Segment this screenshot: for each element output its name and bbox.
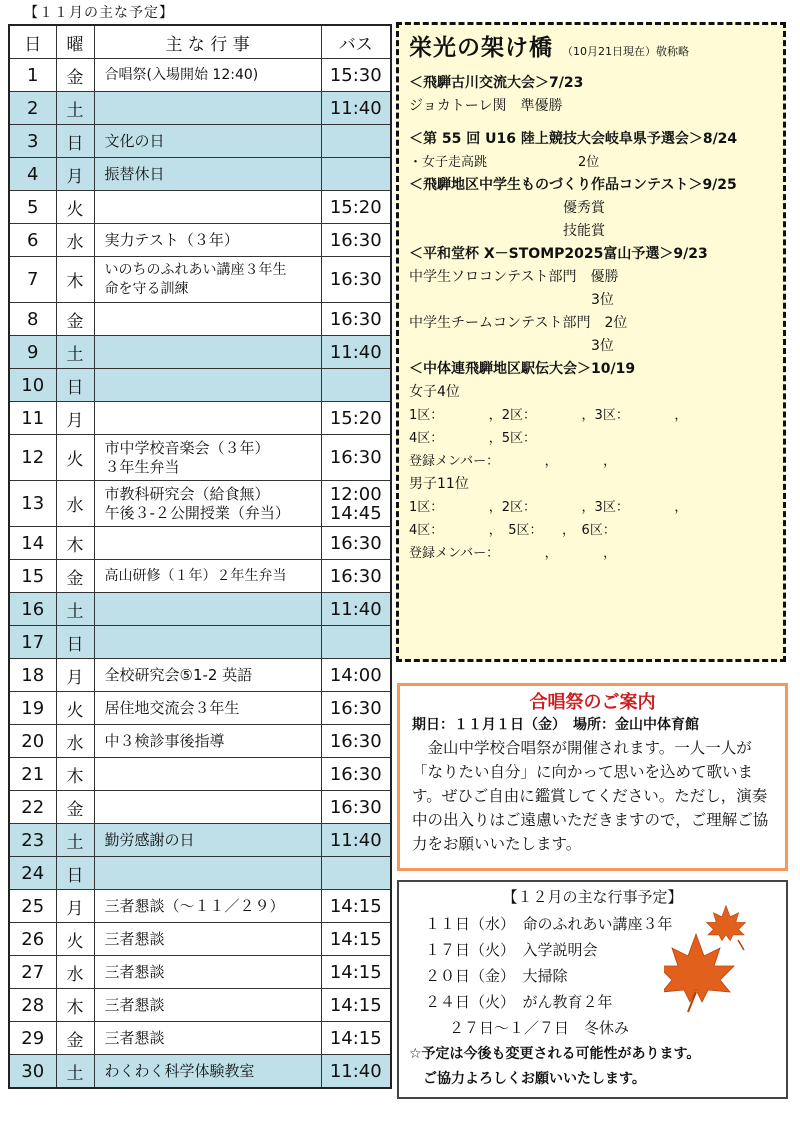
day-cell: 28: [9, 989, 56, 1022]
weekday-cell: 月: [56, 402, 94, 435]
day-cell: 17: [9, 626, 56, 659]
weekday-cell: 金: [56, 303, 94, 336]
december-note: ☆予定は今後も変更される可能性があります。: [409, 1046, 701, 1062]
event-cell: [94, 369, 321, 402]
weekday-cell: 木: [56, 758, 94, 791]
event-cell: [94, 435, 321, 481]
bus-time: 16:30: [329, 565, 382, 587]
bus-cell: [321, 560, 391, 593]
weekday-cell: 木: [56, 989, 94, 1022]
table-row: [9, 692, 391, 725]
weekday-cell: 火: [56, 923, 94, 956]
weekday-cell: 土: [56, 336, 94, 369]
table-row: [9, 593, 391, 626]
weekday-cell: 金: [56, 560, 94, 593]
event-line: 文化の日: [104, 131, 165, 150]
event-line: ３年生弁当: [104, 457, 180, 476]
bus-time: 16:30: [329, 447, 382, 468]
bus-time: 14:15: [329, 994, 382, 1016]
event-cell: [94, 593, 321, 626]
weekday-cell: 日: [56, 857, 94, 890]
weekday-cell: 金: [56, 791, 94, 824]
schedule-heading: 【１１月の主な予定】: [24, 5, 174, 21]
event-cell: [94, 191, 321, 224]
event-line: 振替休日: [104, 164, 165, 183]
achievements-title: [409, 29, 773, 62]
november-schedule-table: [8, 24, 392, 1089]
day-cell: 29: [9, 1022, 56, 1055]
event-line: 三者懇談: [104, 962, 165, 981]
event-cell: [94, 1055, 321, 1089]
weekday-cell: 水: [56, 224, 94, 257]
weekday-cell: 水: [56, 481, 94, 527]
table-row: [9, 857, 391, 890]
bus-time: 16:30: [329, 269, 382, 290]
bus-time: 16:30: [329, 697, 382, 719]
day-cell: 14: [9, 527, 56, 560]
achievement-line: ＜第 55 回 U16 陸上競技大会岐阜県予選会＞8/24: [409, 131, 738, 147]
bus-time: 15:20: [329, 407, 382, 429]
event-cell: [94, 626, 321, 659]
bus-cell: [321, 402, 391, 435]
bus-cell: [321, 481, 391, 527]
weekday-cell: 土: [56, 824, 94, 857]
bus-cell: [321, 191, 391, 224]
day-cell: 15: [9, 560, 56, 593]
weekday-cell: 日: [56, 125, 94, 158]
day-cell: 7: [9, 257, 56, 303]
bus-time: 11:40: [329, 598, 382, 620]
weekday-cell: 土: [56, 92, 94, 125]
weekday-cell: 月: [56, 659, 94, 692]
chorus-festival-box: [397, 683, 788, 871]
achievement-line: 3位: [409, 338, 614, 354]
bus-time: 14:15: [329, 928, 382, 950]
bus-time: 16:30: [329, 308, 382, 330]
bus-time: 11:40: [329, 1060, 382, 1082]
table-row: [9, 59, 391, 92]
maple-leaf-icon: [664, 904, 774, 1014]
day-cell: 1: [9, 59, 56, 92]
bus-cell: [321, 303, 391, 336]
event-line: 居住地交流会３年生: [104, 698, 240, 717]
event-line: 実力テスト（３年）: [104, 230, 239, 249]
bus-cell: [321, 1022, 391, 1055]
achievement-line: [409, 62, 773, 72]
event-cell: [94, 257, 321, 303]
day-cell: 25: [9, 890, 56, 923]
weekday-cell: 木: [56, 527, 94, 560]
achievement-line: 登録メンバー： ， ，: [409, 454, 617, 469]
bus-cell: [321, 890, 391, 923]
day-cell: 3: [9, 125, 56, 158]
day-cell: 13: [9, 481, 56, 527]
bus-cell: [321, 1055, 391, 1089]
day-cell: 10: [9, 369, 56, 402]
bus-time: 11:40: [329, 829, 382, 851]
header-events: 主 な 行 事: [94, 25, 321, 59]
bus-time: 14:45: [329, 502, 382, 524]
achievement-line: 中学生チームコンテスト部門 2位: [409, 315, 628, 331]
achievement-line: 技能賞: [409, 223, 605, 239]
achievement-line: ・女子走高跳 2位: [409, 155, 600, 170]
chorus-festival-when: 期日：１１月１日（金） 場所：金山中体育館: [412, 717, 699, 733]
header-day: 日: [9, 25, 56, 59]
bus-cell: [321, 125, 391, 158]
bus-time: 16:30: [329, 763, 382, 785]
table-row: [9, 758, 391, 791]
december-title: 【１２月の主な行事予定】: [502, 888, 683, 906]
bus-time: 15:20: [329, 196, 382, 218]
bus-cell: [321, 626, 391, 659]
table-row: [9, 824, 391, 857]
event-line: いのちのふれあい講座３年生: [104, 261, 287, 278]
bus-time: 14:15: [329, 1027, 382, 1049]
event-line: 三者懇談: [104, 1028, 165, 1047]
event-line: 合唱祭(入場開始 12:40): [104, 66, 259, 83]
day-cell: 19: [9, 692, 56, 725]
table-row: [9, 402, 391, 435]
event-cell: [94, 1022, 321, 1055]
weekday-cell: 水: [56, 956, 94, 989]
table-row: [9, 257, 391, 303]
weekday-cell: 木: [56, 257, 94, 303]
bus-time: 11:40: [329, 97, 382, 119]
table-row: [9, 956, 391, 989]
event-line: 三者懇談: [104, 929, 165, 948]
weekday-cell: 火: [56, 692, 94, 725]
achievement-line: 1区： ，2区： ，3区： ，: [409, 500, 688, 515]
bus-cell: [321, 59, 391, 92]
day-cell: 11: [9, 402, 56, 435]
december-item: ２７日～１／７日 冬休み: [449, 1019, 630, 1037]
weekday-cell: 月: [56, 890, 94, 923]
event-cell: [94, 989, 321, 1022]
achievement-line: 4区： ， 5区： ， 6区：: [409, 523, 616, 538]
event-cell: [94, 402, 321, 435]
table-row: [9, 560, 391, 593]
day-cell: 8: [9, 303, 56, 336]
achievement-line: ＜飛騨地区中学生ものづくり作品コンテスト＞9/25: [409, 177, 737, 193]
bus-cell: [321, 956, 391, 989]
day-cell: 2: [9, 92, 56, 125]
achievements-note: （10月21日現在）敬称略: [562, 45, 690, 58]
event-cell: [94, 890, 321, 923]
weekday-cell: 金: [56, 59, 94, 92]
achievement-line: 中学生ソロコンテスト部門 優勝: [409, 269, 619, 285]
december-item: １７日（火） 入学説明会: [425, 941, 598, 959]
december-note-2: ご協力よろしくお願いいたします。: [423, 1071, 646, 1087]
table-row: [9, 725, 391, 758]
achievements-panel: [396, 22, 786, 662]
day-cell: 24: [9, 857, 56, 890]
december-item: ２４日（火） がん教育２年: [425, 993, 613, 1011]
event-cell: [94, 659, 321, 692]
table-row: [9, 989, 391, 1022]
table-row: [9, 125, 391, 158]
achievement-line: 4区： ，5区：: [409, 431, 537, 446]
weekday-cell: 土: [56, 1055, 94, 1089]
achievement-line: 3位: [409, 292, 614, 308]
weekday-cell: 火: [56, 435, 94, 481]
achievement-line: ＜中体連飛騨地区駅伝大会＞10/19: [409, 361, 636, 377]
table-row: [9, 369, 391, 402]
header-weekday: 曜: [56, 25, 94, 59]
bus-cell: [321, 989, 391, 1022]
weekday-cell: 月: [56, 158, 94, 191]
table-row: [9, 191, 391, 224]
table-header-row: [9, 25, 391, 59]
achievements-title-text: 栄光の架け橋: [409, 35, 553, 61]
bus-cell: [321, 435, 391, 481]
december-events-box: [397, 880, 788, 1099]
table-row: [9, 435, 391, 481]
day-cell: 12: [9, 435, 56, 481]
bus-cell: [321, 92, 391, 125]
bus-cell: [321, 158, 391, 191]
chorus-festival-title: 合唱祭のご案内: [529, 692, 656, 713]
table-row: [9, 224, 391, 257]
bus-time: 16:30: [329, 730, 382, 752]
table-row: [9, 659, 391, 692]
event-cell: [94, 92, 321, 125]
event-cell: [94, 692, 321, 725]
day-cell: 21: [9, 758, 56, 791]
achievement-line: 男子11位: [409, 476, 469, 492]
bus-cell: [321, 725, 391, 758]
bus-cell: [321, 791, 391, 824]
table-row: [9, 890, 391, 923]
day-cell: 20: [9, 725, 56, 758]
achievement-line: ＜飛騨古川交流大会＞7/23: [409, 75, 584, 91]
weekday-cell: 火: [56, 191, 94, 224]
event-line: 市中学校音楽会（３年）: [104, 438, 270, 457]
event-cell: [94, 758, 321, 791]
event-cell: [94, 527, 321, 560]
event-line: 三者懇談（～１１／２９）: [104, 896, 285, 915]
table-row: [9, 527, 391, 560]
event-cell: [94, 224, 321, 257]
bus-time: 16:30: [329, 532, 382, 554]
event-line: 中３検診事後指導: [104, 731, 225, 750]
table-row: [9, 791, 391, 824]
december-item: １１日（水） 命のふれあい講座３年: [425, 915, 673, 933]
achievement-line: ＜平和堂杯 X－STOMP2025富山予選＞9/23: [409, 246, 708, 262]
day-cell: 22: [9, 791, 56, 824]
event-line: 高山研修（１年）２年生弁当: [104, 567, 287, 584]
december-item: ２０日（金） 大掃除: [425, 967, 568, 985]
day-cell: 9: [9, 336, 56, 369]
event-line: 午後３-２公開授業（弁当）: [104, 503, 290, 522]
weekday-cell: 日: [56, 626, 94, 659]
event-cell: [94, 791, 321, 824]
achievement-line: 1区： ，2区： ，3区： ，: [409, 408, 688, 423]
bus-cell: [321, 336, 391, 369]
event-line: 三者懇談: [104, 995, 165, 1014]
achievement-line: 女子4位: [409, 384, 460, 400]
event-cell: [94, 725, 321, 758]
day-cell: 18: [9, 659, 56, 692]
bus-cell: [321, 369, 391, 402]
table-row: [9, 1055, 391, 1089]
achievements-list: [409, 62, 773, 565]
event-line: 市教科研究会（給食無）: [104, 484, 270, 503]
event-line: 命を守る訓練: [104, 280, 189, 297]
bus-cell: [321, 758, 391, 791]
event-cell: [94, 158, 321, 191]
header-bus: バス: [321, 25, 391, 59]
table-row: [9, 481, 391, 527]
event-cell: [94, 956, 321, 989]
bus-cell: [321, 857, 391, 890]
table-row: [9, 923, 391, 956]
bus-cell: [321, 224, 391, 257]
achievement-line: ジョカトーレ関 準優勝: [409, 98, 563, 114]
bus-time: 14:15: [329, 895, 382, 917]
achievement-line: [409, 118, 773, 128]
chorus-festival-body: 金山中学校合唱祭が開催されます。一人一人が「なりたい自分」に向かって思いを込めて歌います。ぜひご自由に鑑賞してください。ただし，演奏中の出入りはご遠慮いただきますので，ご理解ご協力をお願いいたします。: [412, 739, 769, 853]
table-row: [9, 1022, 391, 1055]
bus-time: 12:00: [329, 483, 382, 505]
event-cell: [94, 125, 321, 158]
bus-cell: [321, 257, 391, 303]
bus-cell: [321, 659, 391, 692]
day-cell: 16: [9, 593, 56, 626]
weekday-cell: 金: [56, 1022, 94, 1055]
table-row: [9, 336, 391, 369]
achievement-line: 登録メンバー： ， ，: [409, 546, 617, 561]
day-cell: 4: [9, 158, 56, 191]
bus-time: 11:40: [329, 341, 382, 363]
event-line: 全校研究会⑤1-2 英語: [104, 665, 253, 684]
event-cell: [94, 481, 321, 527]
day-cell: 30: [9, 1055, 56, 1089]
day-cell: 5: [9, 191, 56, 224]
event-cell: [94, 923, 321, 956]
bus-time: 16:30: [329, 229, 382, 251]
event-cell: [94, 303, 321, 336]
event-cell: [94, 560, 321, 593]
table-row: [9, 92, 391, 125]
bus-time: 14:00: [329, 664, 382, 686]
bus-time: 16:30: [329, 796, 382, 818]
day-cell: 6: [9, 224, 56, 257]
bus-cell: [321, 824, 391, 857]
bus-cell: [321, 527, 391, 560]
bus-cell: [321, 692, 391, 725]
event-cell: [94, 824, 321, 857]
bus-cell: [321, 923, 391, 956]
weekday-cell: 水: [56, 725, 94, 758]
day-cell: 27: [9, 956, 56, 989]
event-cell: [94, 857, 321, 890]
weekday-cell: 日: [56, 369, 94, 402]
table-row: [9, 158, 391, 191]
achievement-line: 優秀賞: [409, 200, 605, 216]
event-cell: [94, 336, 321, 369]
bus-cell: [321, 593, 391, 626]
day-cell: 23: [9, 824, 56, 857]
day-cell: 26: [9, 923, 56, 956]
event-line: 勤労感謝の日: [104, 830, 195, 849]
weekday-cell: 土: [56, 593, 94, 626]
event-cell: [94, 59, 321, 92]
bus-time: 14:15: [329, 961, 382, 983]
table-row: [9, 626, 391, 659]
bus-time: 15:30: [329, 64, 382, 86]
event-line: わくわく科学体験教室: [104, 1061, 255, 1080]
table-row: [9, 303, 391, 336]
